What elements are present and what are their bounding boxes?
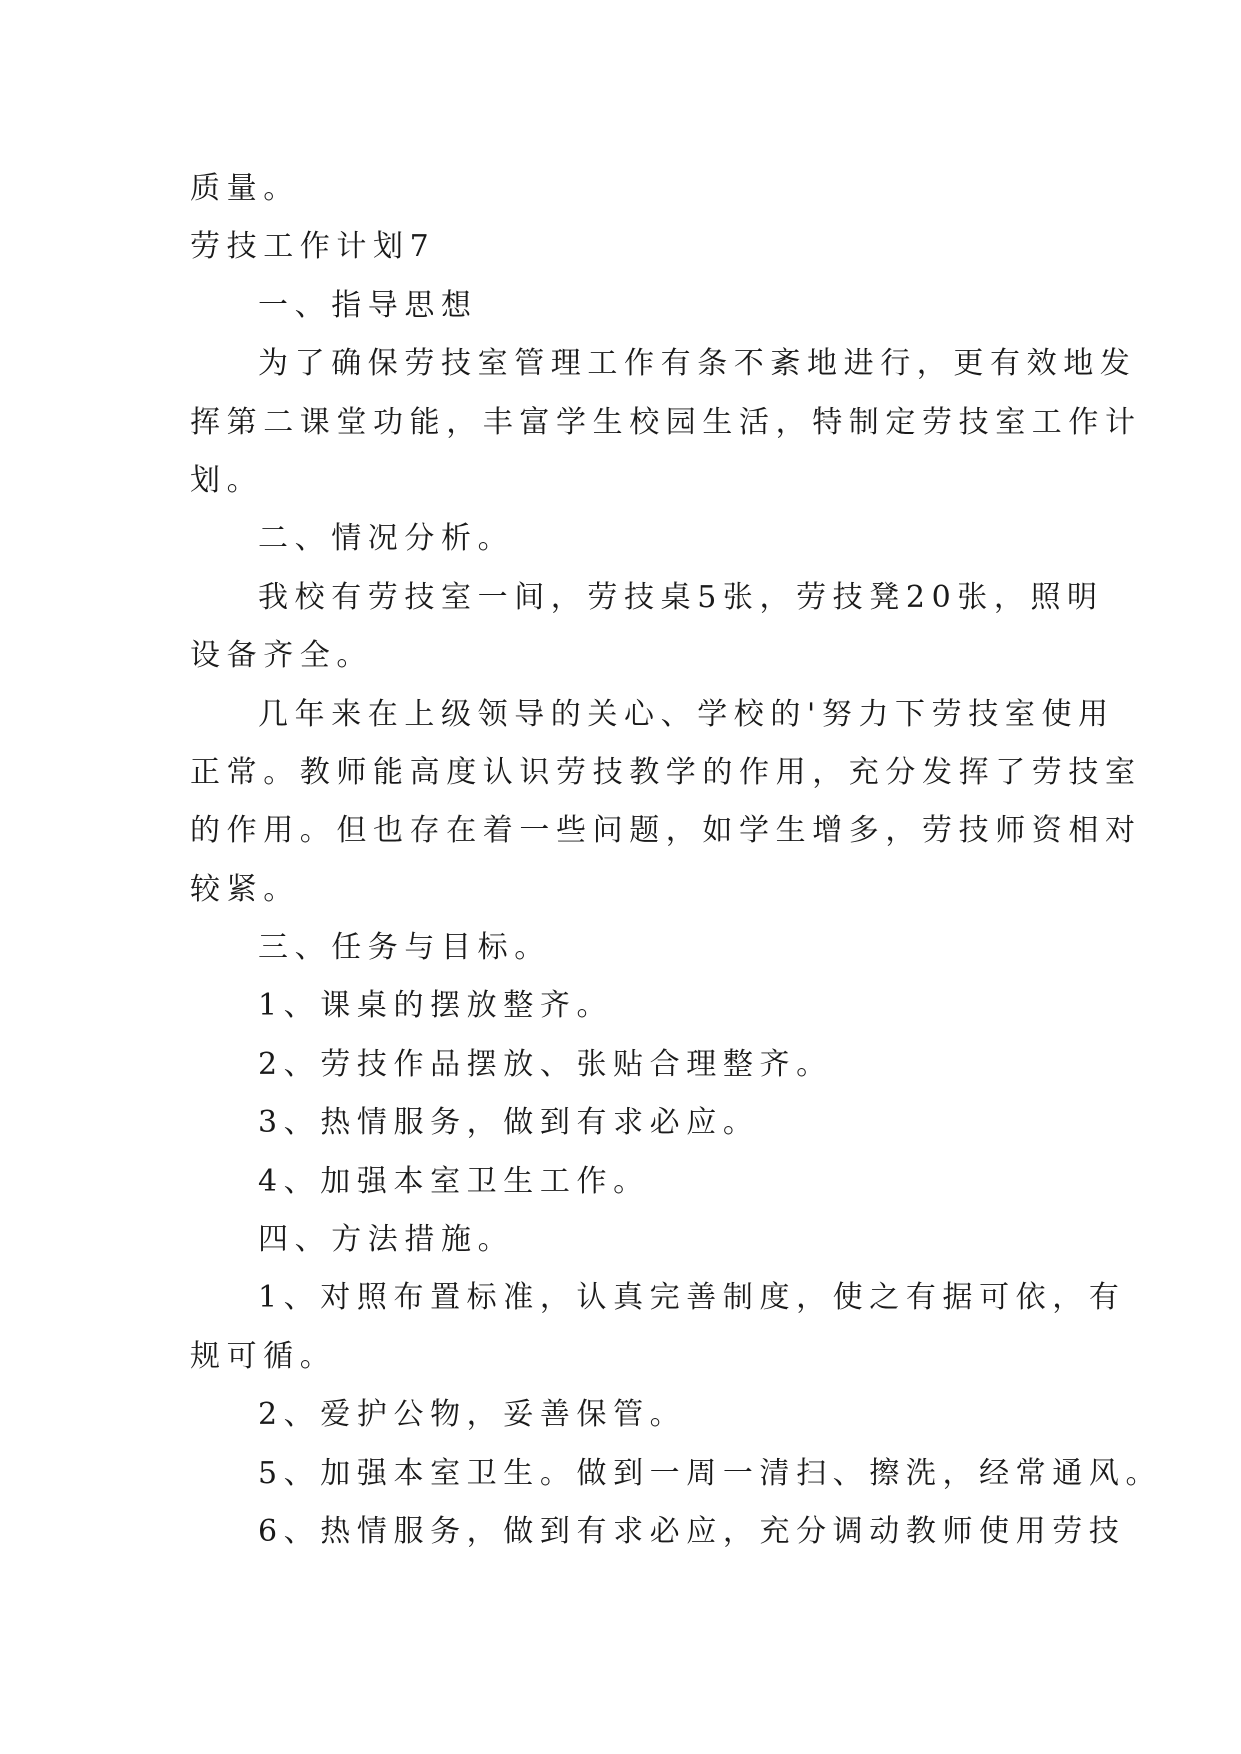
list-item: 5、加强本室卫生。做到一周一清扫、擦洗，经常通风。 xyxy=(258,1455,1163,1491)
text-line: 几年来在上级领导的关心、学校的'努力下劳技室使用 xyxy=(258,696,1115,732)
list-item: 4、加强本室卫生工作。 xyxy=(258,1163,650,1199)
text-line: 设备齐全。 xyxy=(190,638,373,674)
section-title: 劳技工作计划7 xyxy=(190,229,436,265)
list-item: 1、对照布置标准，认真完善制度，使之有据可依，有 xyxy=(258,1280,1126,1316)
document-body xyxy=(190,160,1163,1561)
text-line: 划。 xyxy=(190,462,264,498)
text-line: 挥第二课堂功能，丰富学生校园生活，特制定劳技室工作计 xyxy=(190,404,1142,440)
text-line: 规可循。 xyxy=(190,1338,337,1374)
list-item: 6、热情服务，做到有求必应，充分调动教师使用劳技 xyxy=(258,1513,1126,1549)
list-item: 2、劳技作品摆放、张贴合理整齐。 xyxy=(258,1046,833,1082)
list-item: 2、爱护公物，妥善保管。 xyxy=(258,1397,687,1433)
text-line: 较紧。 xyxy=(190,871,300,907)
heading-situation-analysis: 二、情况分析。 xyxy=(258,521,515,557)
heading-guiding-thought: 一、指导思想 xyxy=(258,287,478,323)
text-line: 我校有劳技室一间，劳技桌5张，劳技凳20张，照明 xyxy=(258,579,1104,615)
text-line: 质量。 xyxy=(190,171,300,206)
text-line: 正常。教师能高度认识劳技教学的作用，充分发挥了劳技室 xyxy=(190,754,1142,790)
list-item: 3、热情服务，做到有求必应。 xyxy=(258,1105,760,1141)
text-line: 的作用。但也存在着一些问题，如学生增多，劳技师资相对 xyxy=(190,813,1142,849)
heading-methods: 四、方法措施。 xyxy=(258,1222,515,1258)
heading-tasks-goals: 三、任务与目标。 xyxy=(258,930,551,966)
text-line: 为了确保劳技室管理工作有条不紊地进行，更有效地发 xyxy=(258,346,1137,382)
list-item: 1、课桌的摆放整齐。 xyxy=(258,988,614,1024)
